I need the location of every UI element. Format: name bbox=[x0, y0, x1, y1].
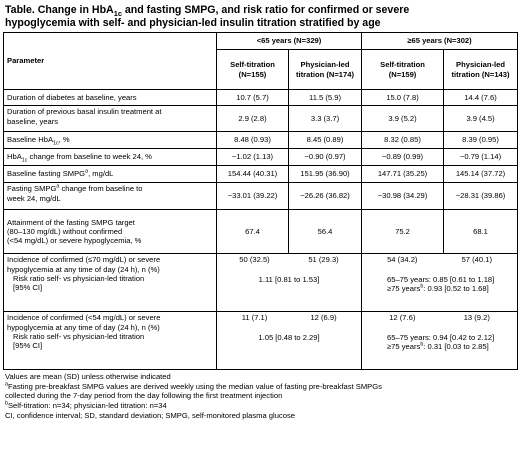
group-header-under-65: <65 years (N=329) bbox=[217, 33, 362, 50]
cell-value: 12 (6.9) bbox=[310, 313, 337, 323]
table-row bbox=[4, 210, 518, 254]
cell-value: 2.9 (2.8) bbox=[217, 106, 289, 132]
cell-value: 50 (32.5) bbox=[239, 255, 270, 265]
cell-value: −1.02 (1.13) bbox=[217, 149, 289, 166]
risk-ratio-value: 65–75 years: 0.85 [0.61 to 1.18] bbox=[387, 274, 495, 284]
cell-value: −26.26 (36.82) bbox=[289, 183, 362, 210]
cell-value: 12 (7.6) bbox=[389, 313, 416, 323]
table-row bbox=[4, 166, 518, 183]
footnote: $^a$Fasting pre-breakfast SMPG values are derived weekly using the median value of fasting pre-breakfast SMPGs bbox=[5, 381, 382, 391]
row-parameter: Attainment of the fasting SMPG target (80–130 mg/dL) without confirmed (<54 mg/dL) or severe hypoglycemia, % bbox=[4, 210, 217, 254]
cell-value: 57 (40.1) bbox=[461, 255, 492, 265]
cell-value: 67.4 bbox=[217, 210, 289, 254]
row-parameter: Baseline fasting SMPG$^a$, mg/dL bbox=[4, 166, 217, 183]
cell-value: 13 (9.2) bbox=[463, 313, 490, 323]
risk-ratio-value: ≥75 years$^b$: 0.31 [0.03 to 2.85] bbox=[387, 341, 489, 351]
cell-value: −0.89 (0.99) bbox=[362, 149, 444, 166]
parameter-header: Parameter bbox=[4, 33, 217, 90]
risk-ratio-value: 1.05 [0.48 to 2.29] bbox=[258, 332, 320, 342]
cell-value: 151.95 (36.90) bbox=[289, 166, 362, 183]
footnote: $^b$Self-titration: n=34; physician-led titration: n=34 bbox=[5, 400, 167, 410]
cell-value: 8.48 (0.93) bbox=[217, 132, 289, 149]
cell-value: 10.7 (5.7) bbox=[217, 90, 289, 106]
cell-value: 56.4 bbox=[289, 210, 362, 254]
table-row bbox=[4, 106, 518, 132]
title-line-2: hypoglycemia with self- and physician-led insulin titration stratified by age bbox=[5, 16, 381, 29]
cell-value: 154.44 (40.31) bbox=[217, 166, 289, 183]
table-footnotes bbox=[5, 372, 517, 420]
row-parameter: Baseline HbA$_{1c}$, % bbox=[4, 132, 217, 149]
risk-ratio-value: 65–75 years: 0.94 [0.42 to 2.12] bbox=[387, 332, 495, 342]
table-title bbox=[5, 4, 517, 29]
cell-value: 68.1 bbox=[444, 210, 518, 254]
row-parameter: HbA$_{1c}$ change from baseline to week 24, % bbox=[4, 149, 217, 166]
results-table bbox=[3, 32, 518, 370]
cell-value-group bbox=[362, 254, 518, 312]
table-row-hypoglycemia-54 bbox=[4, 312, 518, 370]
cell-value: −30.98 (34.29) bbox=[362, 183, 444, 210]
title-subscript: 1c bbox=[113, 9, 122, 19]
cell-value: 3.3 (3.7) bbox=[289, 106, 362, 132]
cell-value: 3.9 (5.2) bbox=[362, 106, 444, 132]
cell-value: −33.01 (39.22) bbox=[217, 183, 289, 210]
col-header-physician-led: Physician-led titration (N=174) bbox=[289, 50, 362, 90]
table-row-hypoglycemia-70 bbox=[4, 254, 518, 312]
row-parameter: Duration of previous basal insulin treatment at baseline, years bbox=[4, 106, 217, 132]
col-header-self-titration: Self-titration (N=159) bbox=[362, 50, 444, 90]
footnote: Values are mean (SD) unless otherwise indicated bbox=[5, 372, 171, 382]
table-row bbox=[4, 149, 518, 166]
group-header-65-plus: ≥65 years (N=302) bbox=[362, 33, 518, 50]
cell-value: 11.5 (5.9) bbox=[289, 90, 362, 106]
title-text: and fasting SMPG, and risk ratio for confirmed or severe bbox=[121, 4, 410, 16]
document bbox=[3, 4, 517, 420]
cell-value: 54 (34.2) bbox=[387, 255, 418, 265]
cell-value-group bbox=[217, 312, 362, 370]
risk-ratio-value: 1.11 [0.81 to 1.53] bbox=[258, 274, 320, 284]
row-parameter: Incidence of confirmed (<54 mg/dL) or severe hypoglycemia at any time of day (24 h), n (%) Risk ratio self- vs physician-led titration [95% CI] bbox=[4, 312, 217, 370]
cell-value: 8.32 (0.85) bbox=[362, 132, 444, 149]
cell-value: −0.79 (1.14) bbox=[444, 149, 518, 166]
cell-value: 147.71 (35.25) bbox=[362, 166, 444, 183]
row-parameter: Duration of diabetes at baseline, years bbox=[4, 90, 217, 106]
row-parameter: Fasting SMPG$^a$ change from baseline to week 24, mg/dL bbox=[4, 183, 217, 210]
col-header-physician-led: Physician-led titration (N=143) bbox=[444, 50, 518, 90]
header-row-groups bbox=[4, 33, 518, 50]
cell-value: −28.31 (39.86) bbox=[444, 183, 518, 210]
cell-value: 8.45 (0.89) bbox=[289, 132, 362, 149]
cell-value: 11 (7.1) bbox=[241, 313, 268, 323]
cell-value: 75.2 bbox=[362, 210, 444, 254]
cell-value: 14.4 (7.6) bbox=[444, 90, 518, 106]
footnote: collected during the 7-day period from the day following the first treatment injection bbox=[5, 391, 283, 401]
row-parameter: Incidence of confirmed (≤70 mg/dL) or severe hypoglycemia at any time of day (24 h), n (%) Risk ratio self- vs physician-led titration [95% CI] bbox=[4, 254, 217, 312]
risk-ratio-value: ≥75 years$^b$: 0.93 [0.52 to 1.68] bbox=[387, 283, 489, 293]
title-text: Table. Change in HbA bbox=[5, 4, 114, 16]
cell-value: 51 (29.3) bbox=[308, 255, 339, 265]
cell-value: −0.90 (0.97) bbox=[289, 149, 362, 166]
cell-value: 145.14 (37.72) bbox=[444, 166, 518, 183]
table-row bbox=[4, 132, 518, 149]
col-header-self-titration: Self-titration (N=155) bbox=[217, 50, 289, 90]
cell-value: 8.39 (0.95) bbox=[444, 132, 518, 149]
footnote: CI, confidence interval; SD, standard deviation; SMPG, self-monitored plasma glucose bbox=[5, 410, 295, 420]
table-row bbox=[4, 90, 518, 106]
cell-value-group bbox=[362, 312, 518, 370]
cell-value: 3.9 (4.5) bbox=[444, 106, 518, 132]
cell-value: 15.0 (7.8) bbox=[362, 90, 444, 106]
table-row bbox=[4, 183, 518, 210]
cell-value-group bbox=[217, 254, 362, 312]
title-line-1 bbox=[5, 4, 517, 17]
